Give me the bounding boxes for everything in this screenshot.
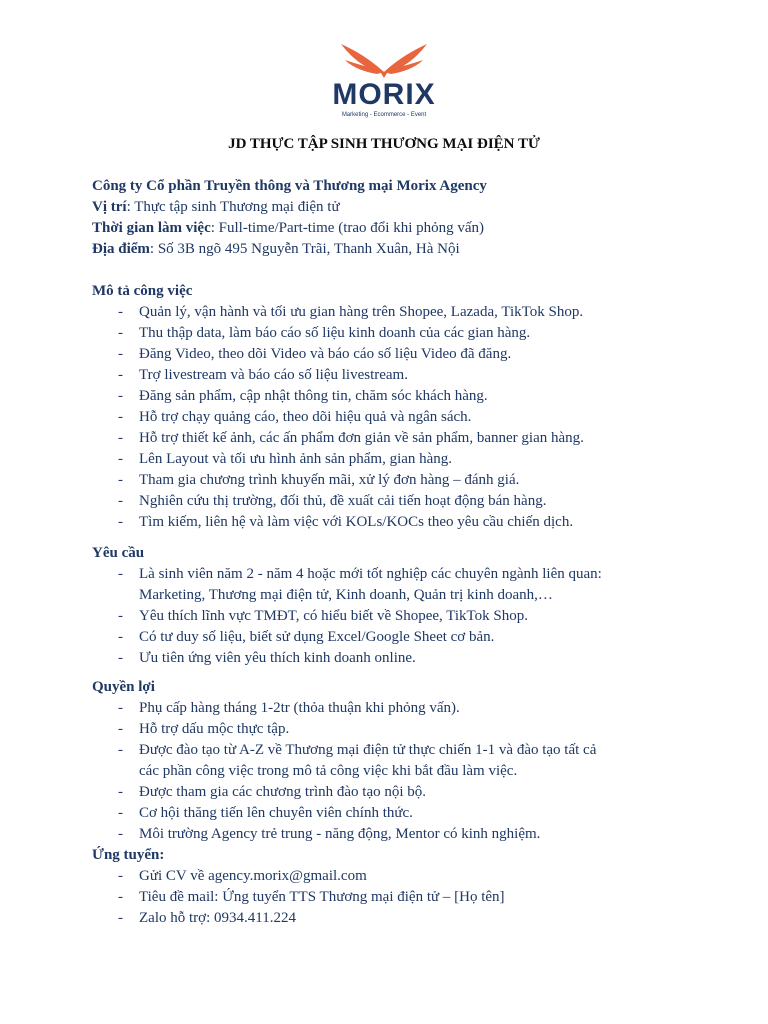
position-value: : Thực tập sinh Thương mại điện tử [126,199,340,215]
section-heading-description: Mô tả công việc [92,283,193,299]
list-item-continuation: Marketing, Thương mại điện tử, Kinh doanh, Quản trị kinh doanh,… [139,587,553,603]
logo-tagline: Marketing - Ecommerce - Event [341,112,427,118]
section-heading-requirements: Yêu cầu [92,545,145,561]
position-label: Vị trí [92,199,127,215]
location-value: : Số 3B ngõ 495 Nguyễn Trãi, Thanh Xuân, Hà Nội [149,241,460,257]
document-title: JD THỰC TẬP SINH THƯƠNG MẠI ĐIỆN TỬ [228,136,540,152]
section-heading-benefits: Quyền lợi [92,679,155,695]
logo-name: MORIX [332,78,436,111]
work-time-value: : Full-time/Part-time (trao đổi khi phỏng vấn) [210,220,485,236]
location-label: Địa điểm [92,241,150,257]
location-line [92,239,460,260]
work-time-line [92,218,484,239]
wings-icon [335,42,433,80]
list-item-continuation: các phần công việc trong mô tả công việc khi bắt đầu làm việc. [139,763,518,779]
position-line [92,197,340,218]
company-name: Công ty Cổ phần Truyền thông và Thương mại Morix Agency [92,178,487,194]
work-time-label: Thời gian làm việc [92,220,211,236]
morix-logo [329,42,439,122]
section-heading-apply: Ứng tuyển: [92,847,165,863]
